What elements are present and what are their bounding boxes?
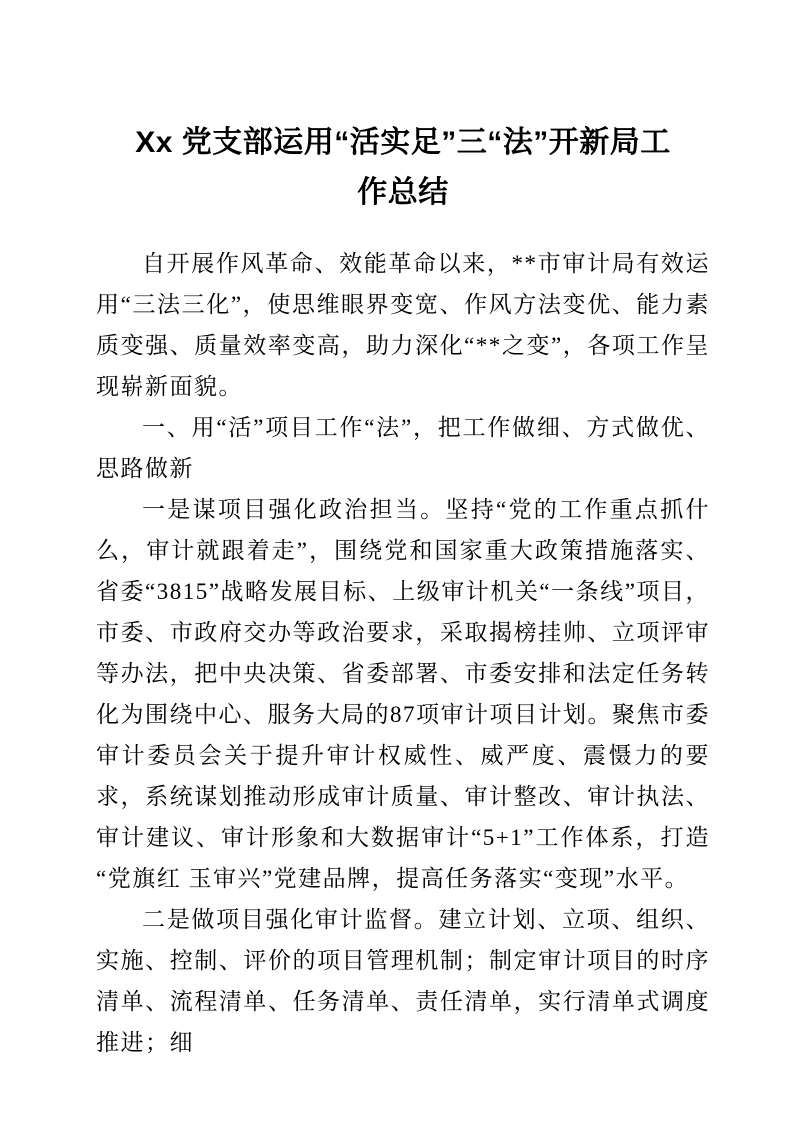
document-title: Xx 党支部运用“活实足”三“法”开新局工作总结 xyxy=(135,126,671,209)
paragraph-point-one: 一是谋项目强化政治担当。坚持“党的工作重点抓什么，审计就跟着走”，围绕党和国家重大政策措施落实、省委“3815”战略发展目标、上级审计机关“一条线”项目，市委、市政府交办等政治要求，采取揭榜挂帅、立项评审等办法，把中央决策、省委部署、市委安排和法定任务转化为围绕中心、服务大局的87项审计项目计划。聚焦市委审计委员会关于提升审计权威性、威严度、震慑力的要求，系统谋划推动形成审计质量、审计整改、审计执法、审计建议、审计形象和大数据审计“5+1”工作体系，打造“党旗红 玉审兴”党建品牌，提高任务落实“变现”水平。 xyxy=(96,497,710,891)
paragraph-point-two-truncated: 二是做项目强化审计监督。建立计划、立项、组织、实施、控制、评价的项目管理机制；制定审计项目的时序清单、流程清单、任务清单、责任清单，实行清单式调度推进；细 xyxy=(96,907,710,1055)
paragraph-section-heading: 一、用“活”项目工作“法”，把工作做细、方式做优、思路做新 xyxy=(96,415,710,481)
paragraph-intro: 自开展作风革命、效能革命以来，**市审计局有效运用“三法三化”，使思维眼界变宽、作风方法变优、能力素质变强、质量效率变高，助力深化“**之变”，各项工作呈现崭新面貌。 xyxy=(96,251,710,399)
document-body xyxy=(96,243,710,1063)
